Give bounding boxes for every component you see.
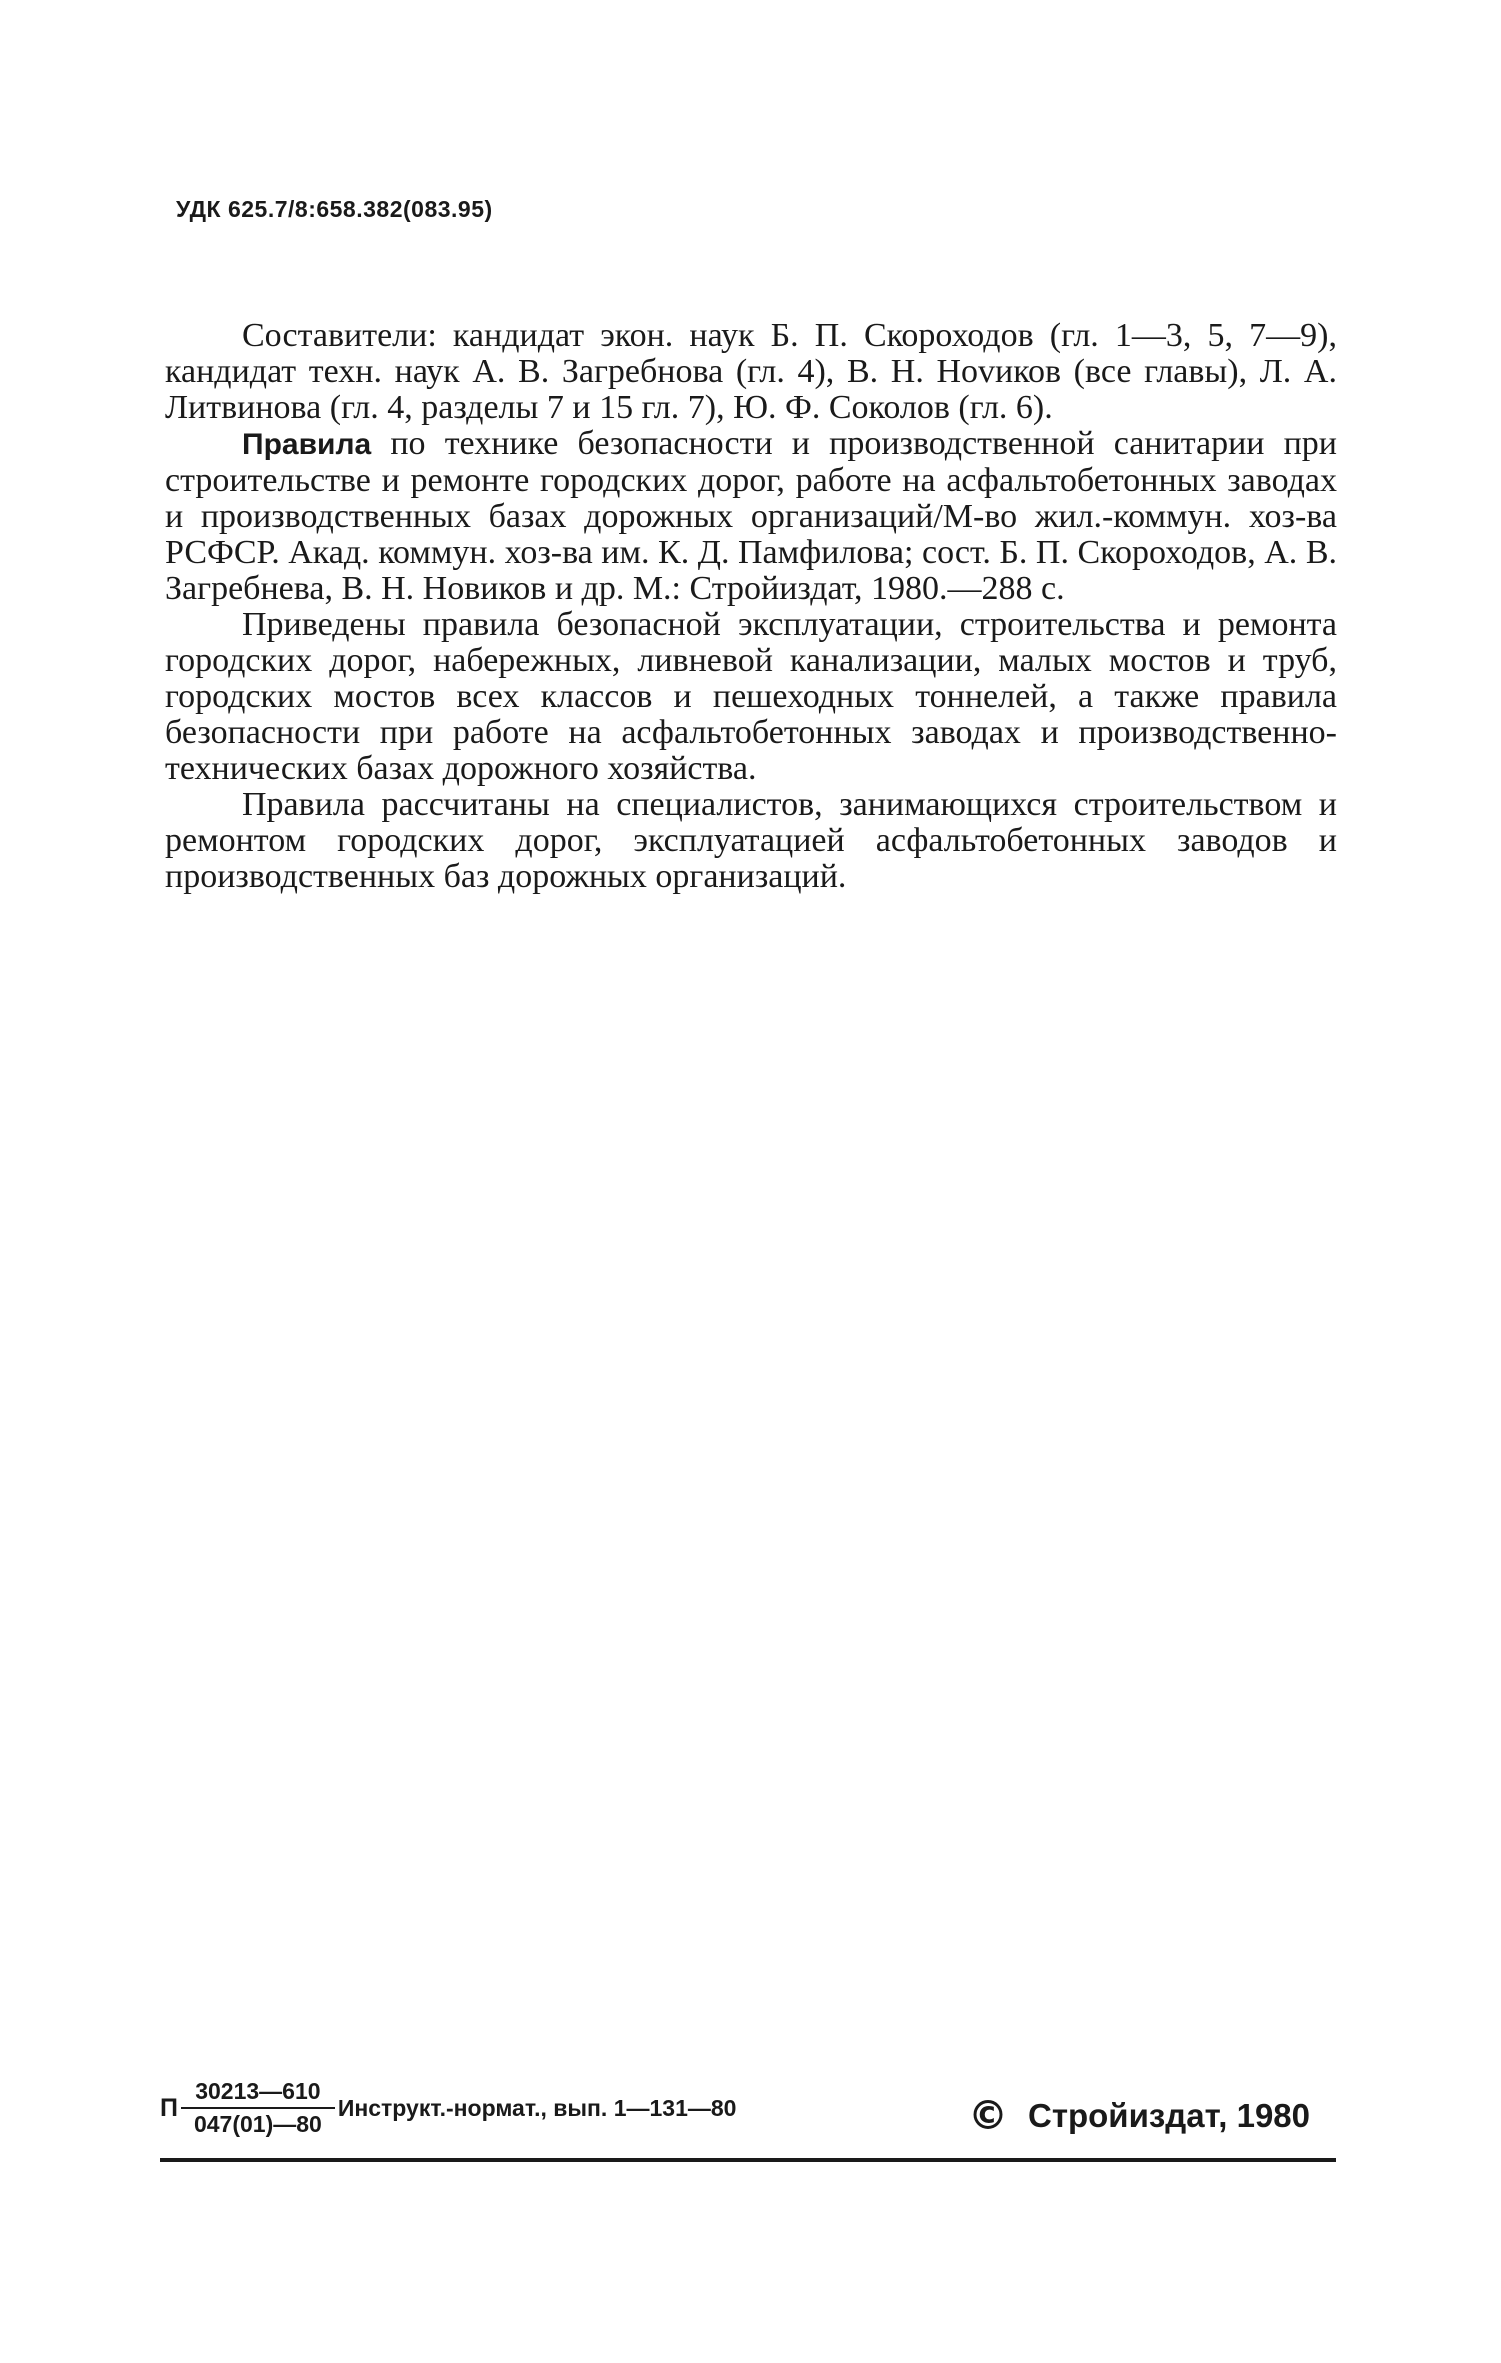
- index-denominator: 047(01)—80: [193, 2111, 322, 2137]
- index-numerator: 30213—610: [181, 2078, 334, 2109]
- index-fraction: [180, 2078, 336, 2138]
- abstract-block: [165, 318, 1337, 895]
- citation-paragraph: [165, 426, 1337, 607]
- copyright-line: [968, 2093, 1311, 2139]
- citation-text: по технике безопасности и производственной санитарии при строительстве и ремонте городских дорог, работе на асфальтобетонных заводах и производственных базах дорожных организаций/М-во жил.-коммун. хоз-ва РСФСР. Акад. коммун. хоз-ва им. К. Д. Памфилова; сост. Б. П. Скороходов, А. В. Загребнева, В. Н. Новиков и др. М.: Стройиздат, 1980.—288 с.: [165, 425, 1337, 607]
- citation-title-word: Правила: [242, 428, 372, 461]
- publication-index: [160, 2078, 736, 2138]
- series-label: Инструкт.-нормат., вып. 1—131—80: [337, 2094, 737, 2121]
- summary-paragraph: Приведены правила безопасной эксплуатации, строительства и ремонта городских дорог, набережных, ливневой канализации, малых мостов и труб, городских мостов всех классов и пешеходных тоннелей, а также правила безопасности при работе на асфальтобетонных заводах и производственно-технических базах дорожного хозяйства.: [165, 606, 1337, 787]
- publisher-year: Стройиздат, 1980: [1028, 2097, 1311, 2134]
- udk-code: УДК 625.7/8:658.382(083.95): [176, 196, 493, 222]
- bottom-rule: [160, 2158, 1336, 2162]
- index-letter: П: [160, 2093, 178, 2122]
- compilers-paragraph: Составители: кандидат экон. наук Б. П. Скороходов (гл. 1—3, 5, 7—9), кандидат техн. наук А. В. Загребнова (гл. 4), В. Н. Ноvиков (все главы), Л. А. Литвинова (гл. 4, разделы 7 и 15 гл. 7), Ю. Ф. Соколов (гл. 6).: [165, 317, 1337, 426]
- copyright-icon: ©: [968, 2093, 1008, 2139]
- audience-paragraph: Правила рассчитаны на специалистов, занимающихся строительством и ремонтом городских дорог, эксплуатацией асфальтобетонных заводов и производственных баз дорожных организаций.: [165, 786, 1337, 895]
